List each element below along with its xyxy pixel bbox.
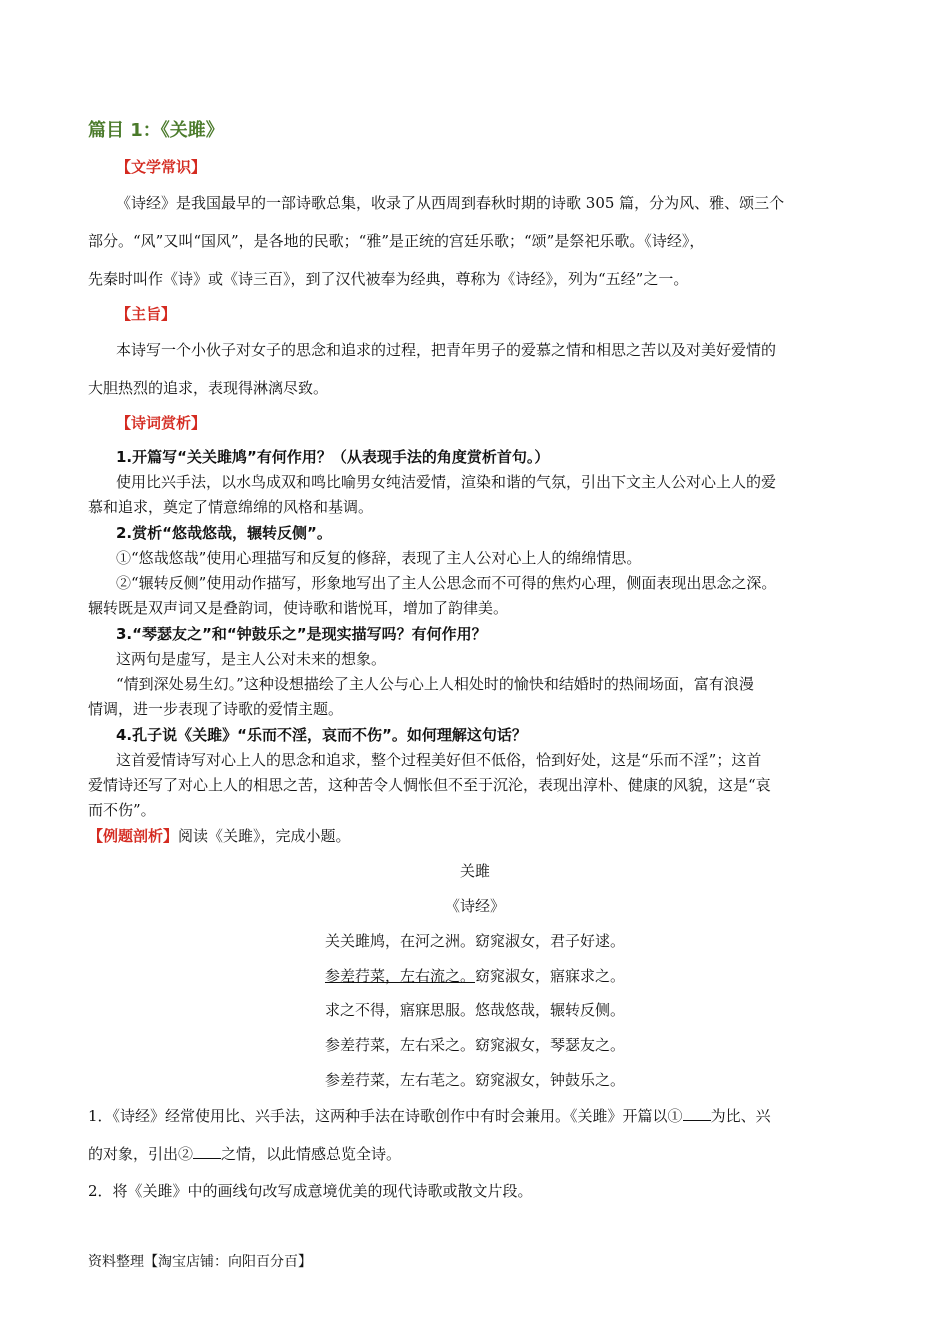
- poem-source: 《诗经》: [444, 897, 505, 915]
- question-2-line-3: 辗转既是双声词又是叠韵词，使诗歌和谐悦耳，增加了韵律美。: [88, 599, 509, 617]
- exercise-2: 2．将《关雎》中的画线句改写成意境优美的现代诗歌或散文片段。: [88, 1182, 533, 1200]
- poem-line-5: 参差荇菜，左右芼之。窈窕淑女，钟鼓乐之。: [324, 1071, 625, 1089]
- example-tag: 【例题剖析】: [88, 827, 179, 845]
- exercise-1-line-1: [88, 1105, 771, 1126]
- question-3-line-3: 情调，进一步表现了诗歌的爱情主题。: [88, 700, 344, 718]
- exercise-1-text-c: 的对象，引出②: [88, 1145, 194, 1163]
- poem-line-3: 求之不得，寤寐思服。悠哉悠哉，辗转反侧。: [324, 1001, 625, 1019]
- question-4-line-2: 爱情诗还写了对心上人的相思之苦，这种苦令人惆怅但不至于沉沦，表现出淳朴、健康的风貌，这是“哀: [88, 776, 771, 794]
- poem-line-1: 关关雎鸠，在河之洲。窈窕淑女，君子好逑。: [324, 932, 625, 950]
- question-3-title: 3.“琴瑟友之”和“钟鼓乐之”是现实描写吗？有何作用？: [116, 625, 487, 643]
- literary-knowledge-tag: 【文学常识】: [116, 158, 207, 176]
- example-analysis: [88, 825, 351, 846]
- poem-line-2: [0, 965, 950, 986]
- question-2-line-1: ①“悠哉悠哉”使用心理描写和反复的修辞，表现了主人公对心上人的绵绵情思。: [116, 549, 642, 567]
- theme-line-1: 本诗写一个小伙子对女子的思念和追求的过程，把青年男子的爱慕之情和相思之苦以及对美好爱情的: [116, 341, 777, 359]
- theme-line-2: 大胆热烈的追求，表现得淋漓尽致。: [88, 379, 329, 397]
- appreciation-tag: 【诗词赏析】: [116, 414, 207, 432]
- question-4-title: 4.孔子说《关雎》“乐而不淫，哀而不伤”。如何理解这句话？: [116, 726, 527, 744]
- question-3-line-1: 这两句是虚写，是主人公对未来的想象。: [116, 650, 387, 668]
- question-1-line-2: 慕和追求，奠定了情意绵绵的风格和基调。: [88, 498, 374, 516]
- question-3-line-2: “情到深处易生幻。”这种设想描绘了主人公与心上人相处时的愉快和结婚时的热闹场面，富有浪漫: [116, 675, 754, 693]
- example-intro: 阅读《关雎》，完成小题。: [178, 827, 351, 845]
- question-2-line-2: ②“辗转反侧”使用动作描写，形象地写出了主人公思念而不可得的焦灼心理，侧面表现出思念之深。: [116, 574, 777, 592]
- literary-line-3: 先秦时叫作《诗》或《诗三百》，到了汉代被奉为经典，尊称为《诗经》，列为“五经”之一。: [88, 270, 689, 288]
- exercise-1-text-d: 之情，以此情感总览全诗。: [221, 1145, 402, 1163]
- poem-line-4: 参差荇菜，左右采之。窈窕淑女，琴瑟友之。: [324, 1036, 625, 1054]
- exercise-1-text-a: 1．《诗经》经常使用比、兴手法，这两种手法在诗歌创作中有时会兼用。《关雎》开篇以①: [88, 1107, 683, 1125]
- answer-blank-1[interactable]: [683, 1106, 711, 1121]
- question-4-line-3: 而不伤”。: [88, 801, 156, 819]
- literary-line-2: 部分。“风”又叫“国风”，是各地的民歌；“雅”是正统的宫廷乐歌；“颂”是祭祀乐歌。《诗经》，: [88, 232, 705, 250]
- question-2-title: 2.赏析“悠哉悠哉，辗转反侧”。: [116, 524, 332, 542]
- poem-underlined-sentence: 参差荇菜，左右流之。: [324, 967, 475, 985]
- footer-source: 资料整理【淘宝店铺：向阳百分百】: [88, 1254, 312, 1270]
- exercise-1-line-2: [88, 1143, 401, 1164]
- exercise-1-text-b: 为比、兴: [710, 1107, 771, 1125]
- question-1-line-1: 使用比兴手法，以水鸟成双和鸣比喻男女纯洁爱情，渲染和谐的气氛，引出下文主人公对心上人的爱: [116, 473, 777, 491]
- theme-tag: 【主旨】: [116, 305, 177, 323]
- answer-blank-2[interactable]: [193, 1144, 221, 1159]
- question-1-title: 1.开篇写“关关雎鸠”有何作用？（从表现手法的角度赏析首句。）: [116, 448, 550, 466]
- poem-title: 关雎: [459, 862, 490, 880]
- page-title: 篇目 1：《关雎》: [88, 120, 224, 141]
- question-4-line-1: 这首爱情诗写对心上人的思念和追求，整个过程美好但不低俗，恰到好处，这是“乐而不淫”；这首: [116, 751, 762, 769]
- literary-line-1: 《诗经》是我国最早的一部诗歌总集，收录了从西周到春秋时期的诗歌 305 篇，分为风、雅、颂三个: [116, 194, 785, 212]
- poem-line-2-rest: 窈窕淑女，寤寐求之。: [475, 967, 626, 985]
